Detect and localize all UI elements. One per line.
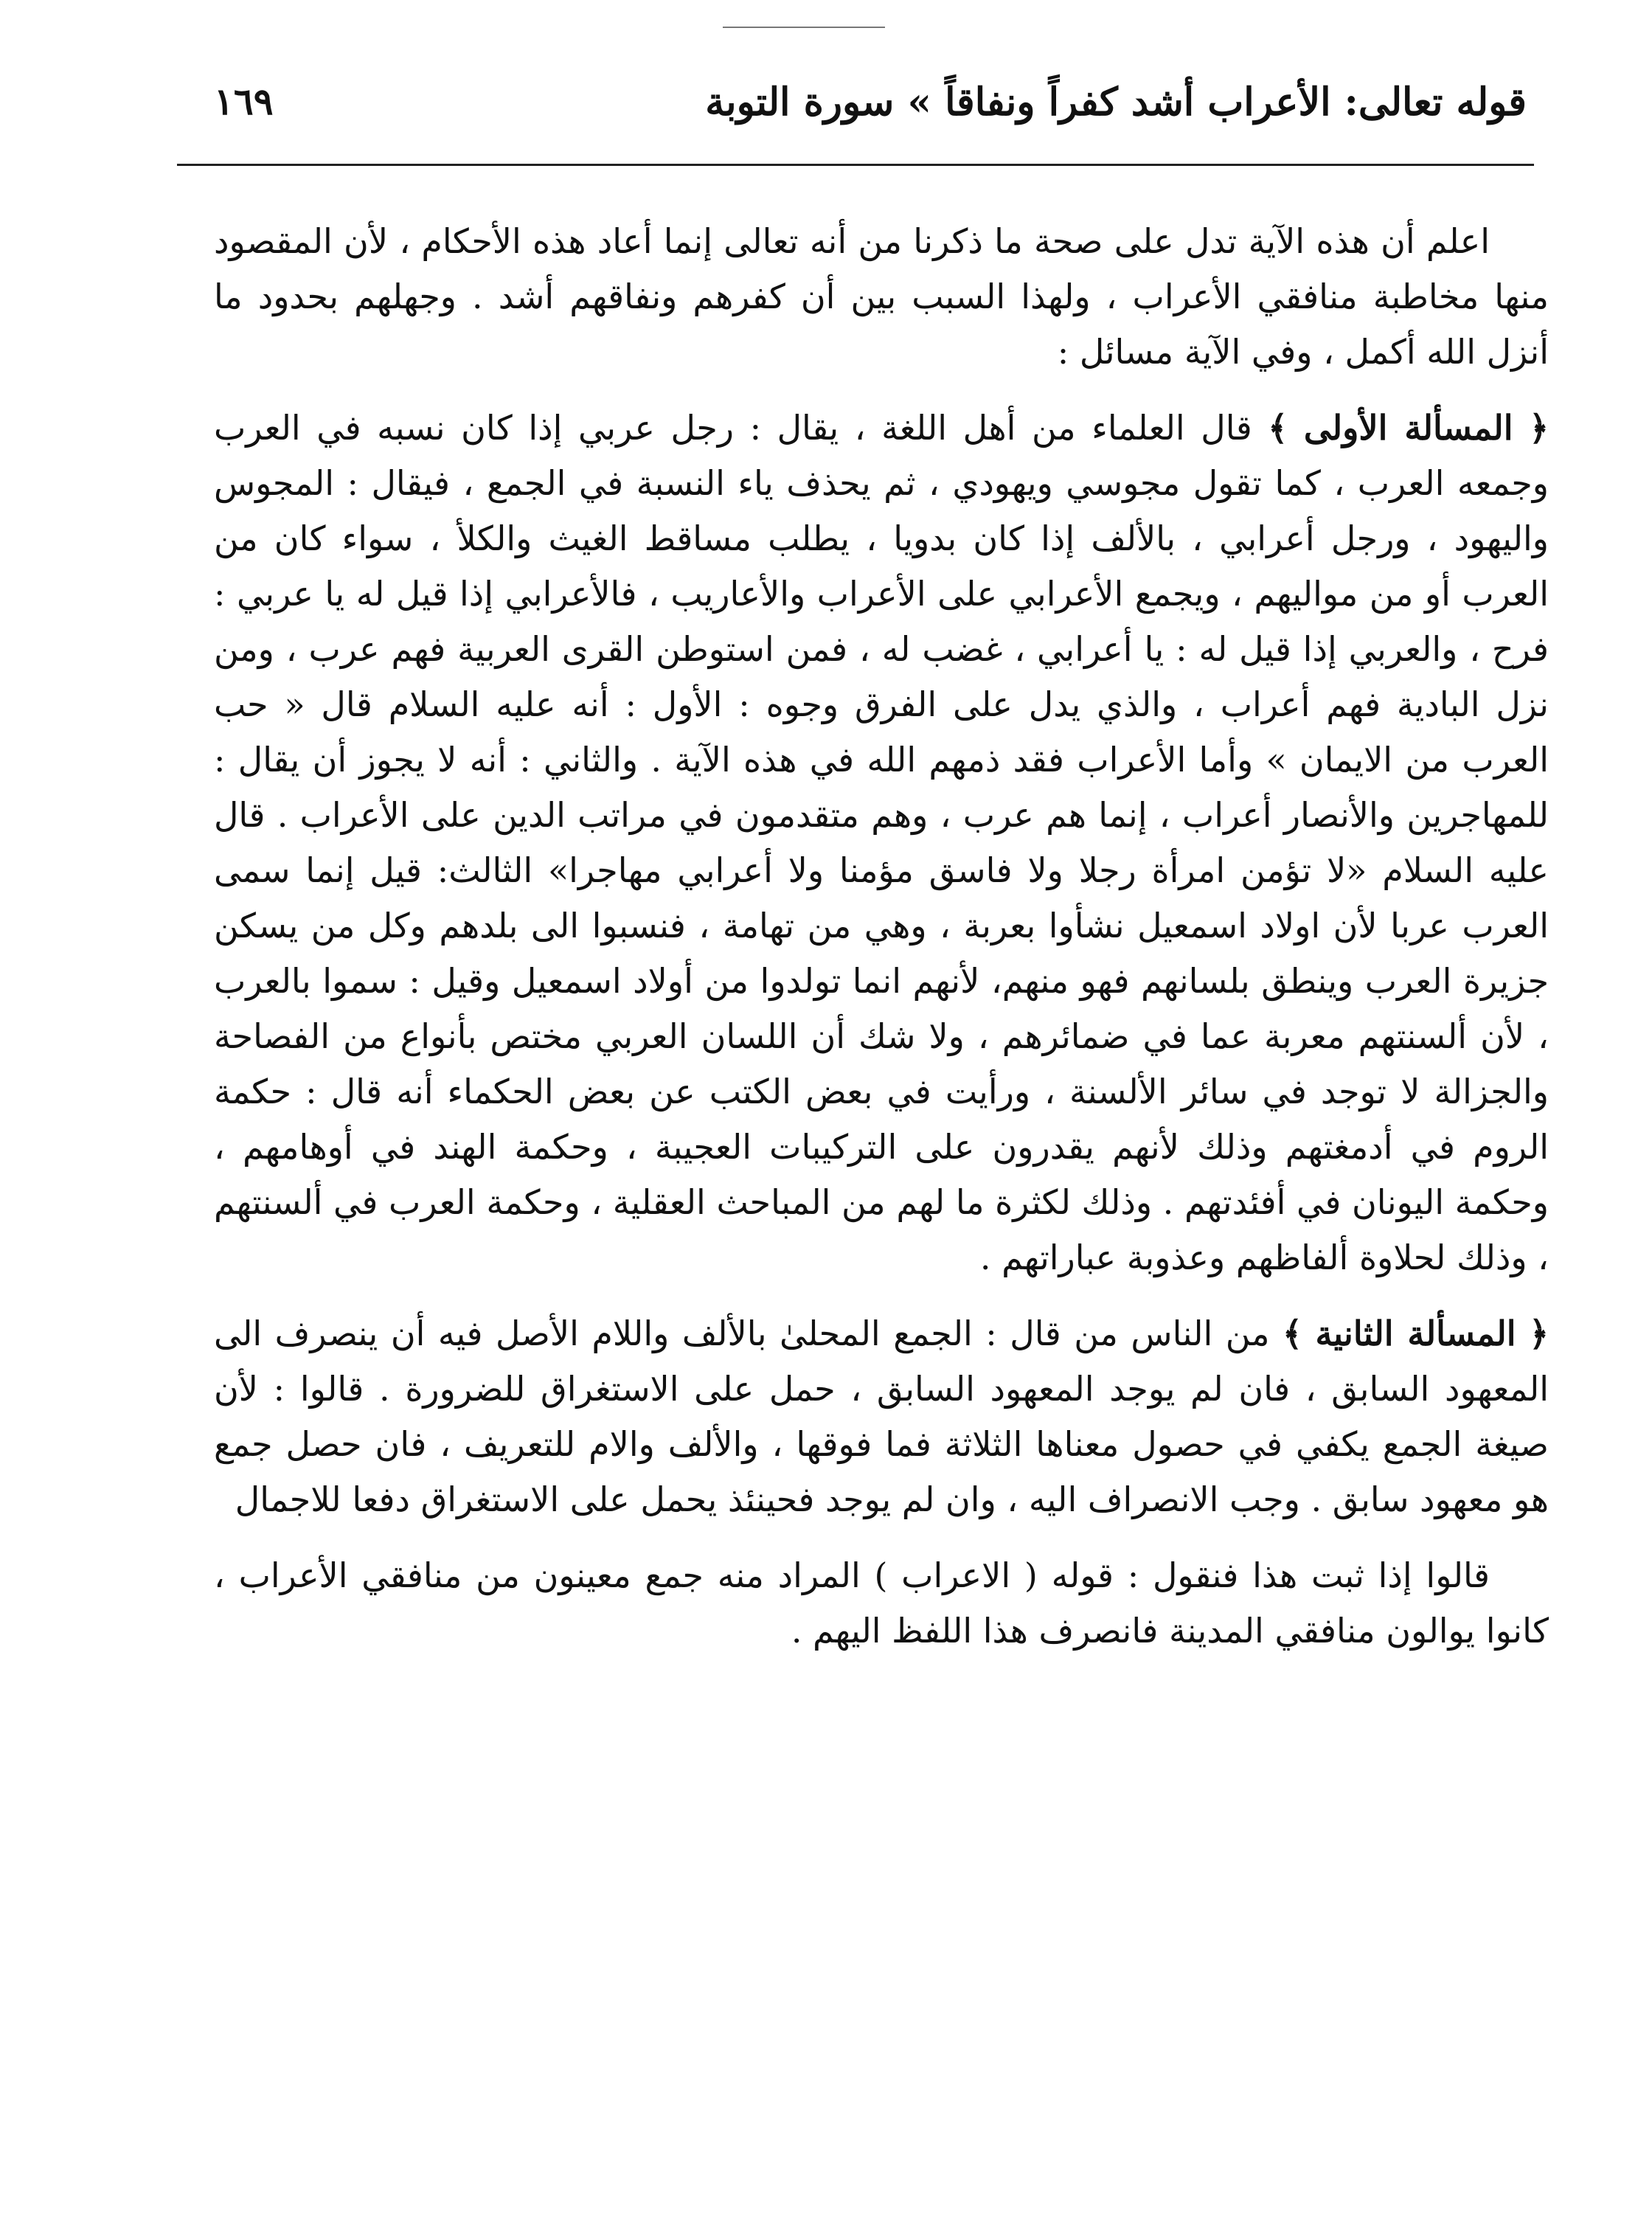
issue-text-first: قال العلماء من أهل اللغة ، يقال : رجل عربي إذا كان نسبه في العرب وجمعه العرب ، كما تقول مجوسي ويهودي ، ثم يحذف ياء النسبة في الجمع ، فيقال : المجوس واليهود ، ورجل أعرابي ، بالألف إذا كان بدويا ، يطلب مساقط الغيث والكلأ ، سواء كان من العرب أو من مواليهم ، ويجمع الأعرابي على الأعراب والأعاريب ، فالأعرابي إذا قيل له يا عربي : فرح ، والعربي إذا قيل له : يا أعرابي ، غضب له ، فمن استوطن القرى العربية فهم عرب ، ومن نزل البادية فهم أعراب ، والذي يدل على الفرق وجوه : الأول : أنه عليه السلام قال « حب العرب من الايمان » وأما الأعراب فقد ذمهم الله في هذه الآية . والثاني : أنه لا يجوز أن يقال : للمهاجرين والأنصار أعراب ، إنما هم عرب ، وهم متقدمون في مراتب الدين على الأعراب . قال عليه السلام «لا تؤمن امرأة رجلا ولا فاسق مؤمنا ولا أعرابي مهاجرا» الثالث: قيل إنما سمى العرب عربا لأن اولاد اسمعيل نشأوا بعربة ، وهي من تهامة ، فنسبوا الى بلدهم وكل من يسكن جزيرة العرب وينطق بلسانهم فهو منهم، لأنهم انما تولدوا من أولاد اسمعيل وقيل : سموا بالعرب ، لأن ألسنتهم معربة عما في ضمائرهم ، ولا شك أن اللسان العربي مختص بأنواع من الفصاحة والجزالة لا توجد في سائر الألسنة ، ورأيت في بعض الكتب عن بعض الحكماء أنه قال : حكمة الروم في أدمغتهم وذلك لأنهم يقدرون على التركيبات العجيبة ، وحكمة الهند في أوهامهم ، وحكمة اليونان في أفئدتهم . وذلك لكثرة ما لهم من المباحث العقلية ، وحكمة العرب في ألسنتهم ، وذلك لحلاوة ألفاظهم وعذوبة عباراتهم . bbox=[214, 408, 1549, 1277]
open-bracket: ﴿ bbox=[1529, 408, 1549, 448]
close-bracket: ﴾ bbox=[1268, 408, 1288, 448]
page-number: ١٦٩ bbox=[214, 80, 274, 123]
page-header bbox=[206, 66, 1549, 148]
paragraph-conclusion: قالوا إذا ثبت هذا فنقول : قوله ( الاعراب ) المراد منه جمع معينون من منافقي الأعراب ، كانوا يوالون منافقي المدينة فانصرف هذا اللفظ اليهم . bbox=[214, 1555, 1549, 1651]
issue-heading-second: المسألة الثانية bbox=[1315, 1314, 1516, 1353]
paragraph-first-issue bbox=[214, 400, 1549, 1286]
paragraph-intro: اعلم أن هذه الآية تدل على صحة ما ذكرنا من أنه تعالى إنما أعاد هذه الأحكام ، لأن المقصود منها مخاطبة منافقي الأعراب ، ولهذا السبب بين أن كفرهم ونفاقهم أشد . وجهلهم بحدود ما أنزل الله أكمل ، وفي الآية مسائل : bbox=[214, 221, 1549, 372]
running-title: قوله تعالى: الأعراب أشد كفراً ونفاقاً » سورة التوبة bbox=[705, 80, 1527, 125]
issue-text-second: من الناس من قال : الجمع المحلىٰ بالألف واللام الأصل فيه أن ينصرف الى المعهود السابق ، فان لم يوجد المعهود السابق ، حمل على الاستغراق للضرورة . قالوا : لأن صيغة الجمع يكفي في حصول معناها الثلاثة فما فوقها ، والألف والام للتعريف ، فان حصل جمع هو معهود سابق . وجب الانصراف اليه ، وان لم يوجد فحينئذ يحمل على الاستغراق دفعا للاجمال bbox=[214, 1314, 1549, 1519]
top-scan-mark bbox=[723, 27, 885, 28]
page-body bbox=[214, 214, 1549, 1679]
paragraph-second-issue bbox=[214, 1306, 1549, 1527]
close-bracket: ﴾ bbox=[1282, 1314, 1302, 1353]
open-bracket: ﴿ bbox=[1529, 1314, 1549, 1353]
header-rule bbox=[177, 164, 1534, 166]
issue-heading-first: المسألة الأولى bbox=[1303, 408, 1513, 448]
